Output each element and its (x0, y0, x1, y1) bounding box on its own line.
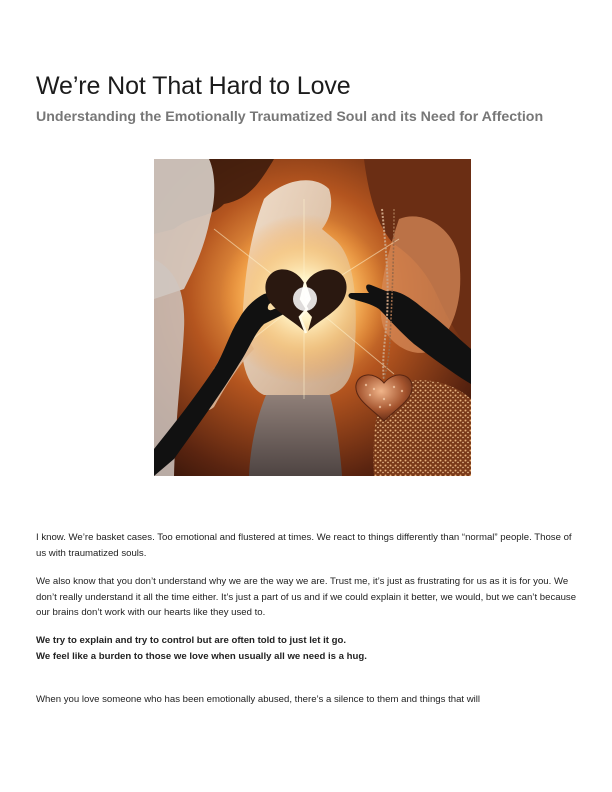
page-subtitle: Understanding the Emotionally Traumatized Soul and its Need for Affection (36, 109, 544, 125)
paragraph-intro: I know. We’re basket cases. Too emotional and flustered at times. We react to things differently than “normal” people. Those of us with traumatized souls. (36, 532, 572, 559)
broken-heart-illustration (154, 159, 471, 476)
page-title: We’re Not That Hard to Love (36, 72, 351, 100)
paragraph-understanding: We also know that you don’t understand why we are the way we are. Trust me, it’s just as frustrating for us as it is for you. We don’t really understand it all the time either. It’s just a part of us and if we could explain it better, we would, but we can’t because our brains don’t work with our hearts like they used to. (36, 576, 577, 618)
bold-line-burden: We feel like a burden to those we love when usually all we need is a hug. (36, 650, 367, 662)
bold-line-explain: We try to explain and try to control but are often told to just let it go. (36, 635, 347, 646)
paragraph-abused: When you love someone who has been emotionally abused, there’s a silence to them and things that will (36, 694, 481, 705)
paragraph-bold-emphasis (36, 633, 581, 664)
